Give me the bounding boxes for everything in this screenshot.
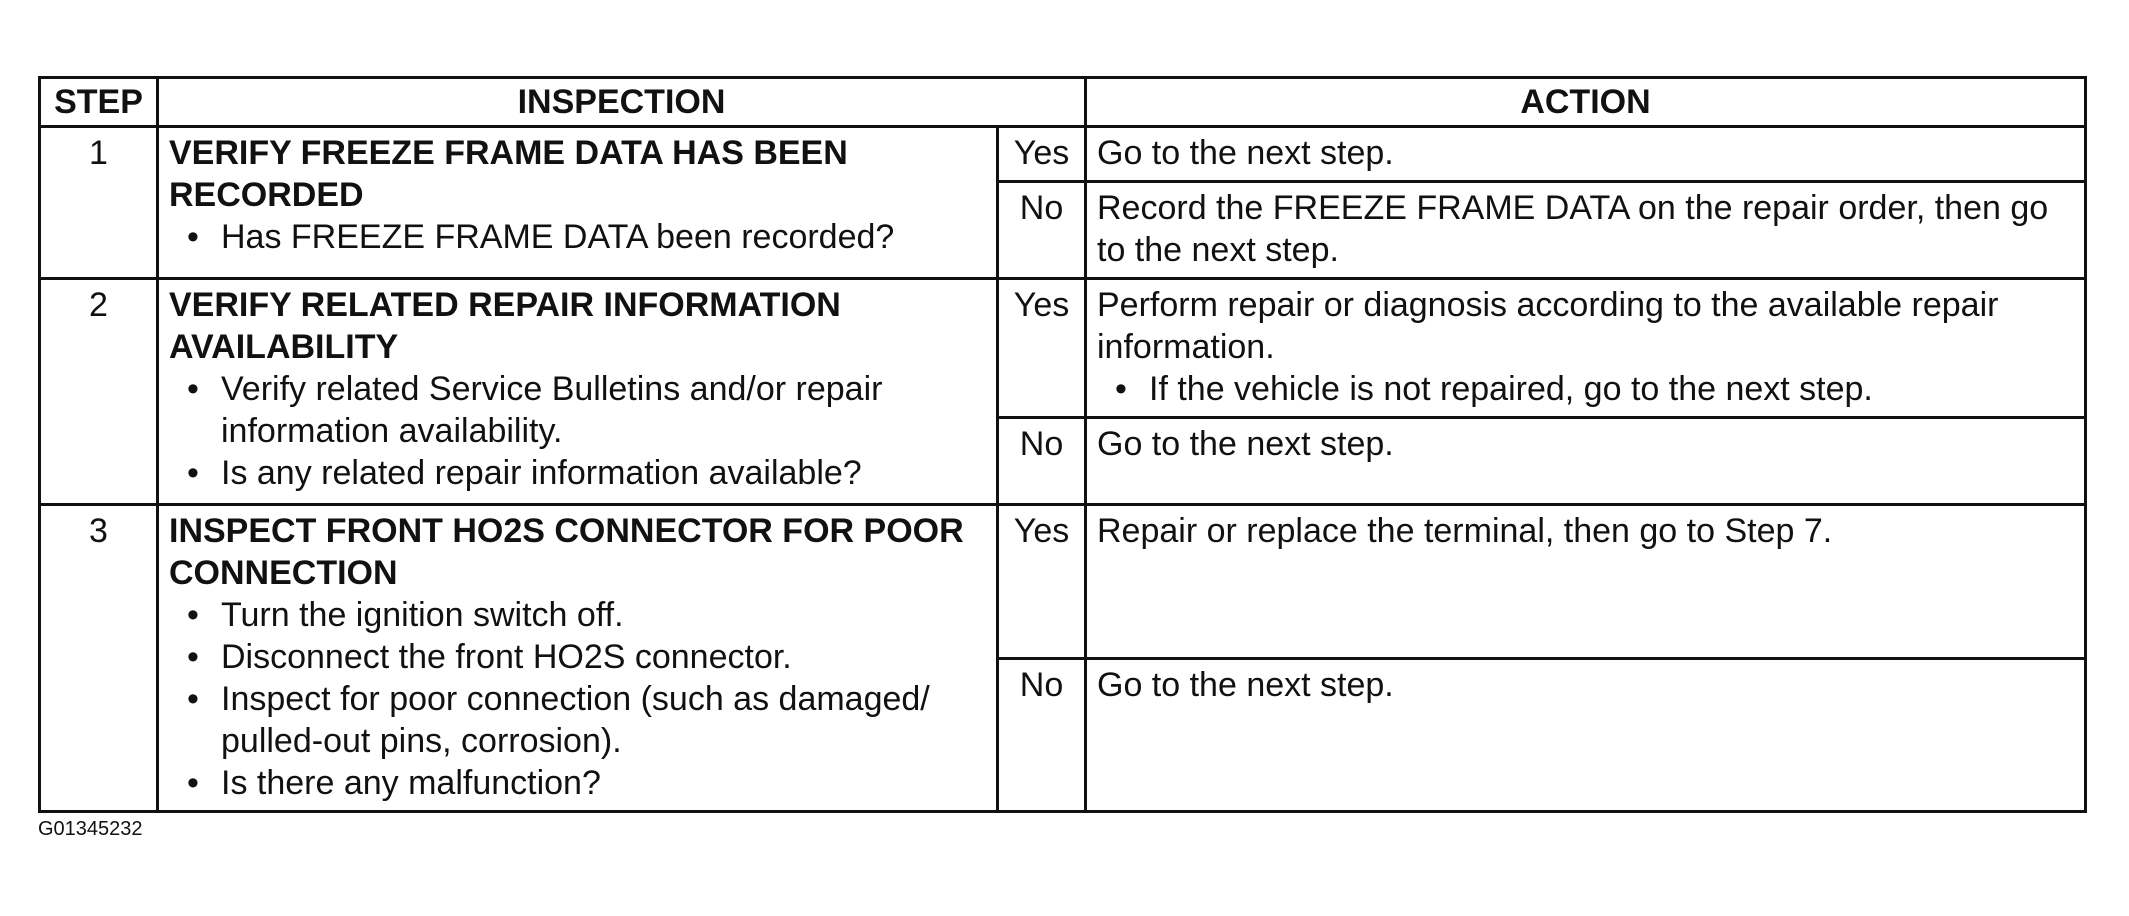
inspection-bullets (169, 216, 986, 258)
inspection-bullet: • Verify related Service Bulletins and/or repair information availability. (221, 368, 986, 452)
header-action: ACTION (1086, 78, 2086, 127)
inspection-bullet: • Is there any malfunction? (221, 762, 986, 804)
inspection-bullet: • Is any related repair information available? (221, 452, 986, 494)
action-bullets (1097, 368, 2074, 410)
inspection-title: INSPECT FRONT HO2S CONNECTOR FOR POOR CONNECTION (169, 512, 964, 592)
yes-label: Yes (998, 279, 1086, 418)
action-text: Go to the next step. (1097, 425, 1394, 463)
action-text: Perform repair or diagnosis according to the available repair information. (1097, 286, 1999, 366)
figure-id: G01345232 (38, 818, 143, 840)
inspection-bullets (169, 594, 986, 804)
no-label: No (998, 658, 1086, 812)
table-row (40, 279, 2086, 418)
yes-action (1086, 127, 2086, 182)
action-bullet: • If the vehicle is not repaired, go to the next step. (1149, 368, 2074, 410)
no-label: No (998, 182, 1086, 279)
inspection-title: VERIFY FREEZE FRAME DATA HAS BEEN RECORDED (169, 134, 848, 214)
no-label: No (998, 418, 1086, 505)
yes-action (1086, 505, 2086, 659)
inspection-bullet: • Turn the ignition switch off. (221, 594, 986, 636)
table-row (40, 127, 2086, 182)
inspection-title: VERIFY RELATED REPAIR INFORMATION AVAILABILITY (169, 286, 841, 366)
yes-label: Yes (998, 505, 1086, 659)
step-number: 2 (40, 279, 158, 505)
inspection-cell (158, 505, 998, 812)
table-row (40, 505, 2086, 659)
no-action (1086, 182, 2086, 279)
inspection-bullets (169, 368, 986, 494)
inspection-bullet: • Disconnect the front HO2S connector. (221, 636, 986, 678)
header-inspection: INSPECTION (158, 78, 1086, 127)
yes-action (1086, 279, 2086, 418)
inspection-cell (158, 127, 998, 279)
table-header-row (40, 78, 2086, 127)
action-text: Repair or replace the terminal, then go to Step 7. (1097, 512, 1833, 550)
inspection-cell (158, 279, 998, 505)
inspection-bullet: • Inspect for poor connection (such as damaged/ pulled-out pins, corrosion). (221, 678, 986, 762)
header-step: STEP (40, 78, 158, 127)
step-number: 1 (40, 127, 158, 279)
no-action (1086, 418, 2086, 505)
diagnostic-table (38, 76, 2087, 813)
action-text: Go to the next step. (1097, 134, 1394, 172)
step-number: 3 (40, 505, 158, 812)
inspection-bullet: • Has FREEZE FRAME DATA been recorded? (221, 216, 986, 258)
yes-label: Yes (998, 127, 1086, 182)
no-action (1086, 658, 2086, 812)
action-text: Record the FREEZE FRAME DATA on the repair order, then go to the next step. (1097, 189, 2049, 269)
action-text: Go to the next step. (1097, 665, 1394, 704)
